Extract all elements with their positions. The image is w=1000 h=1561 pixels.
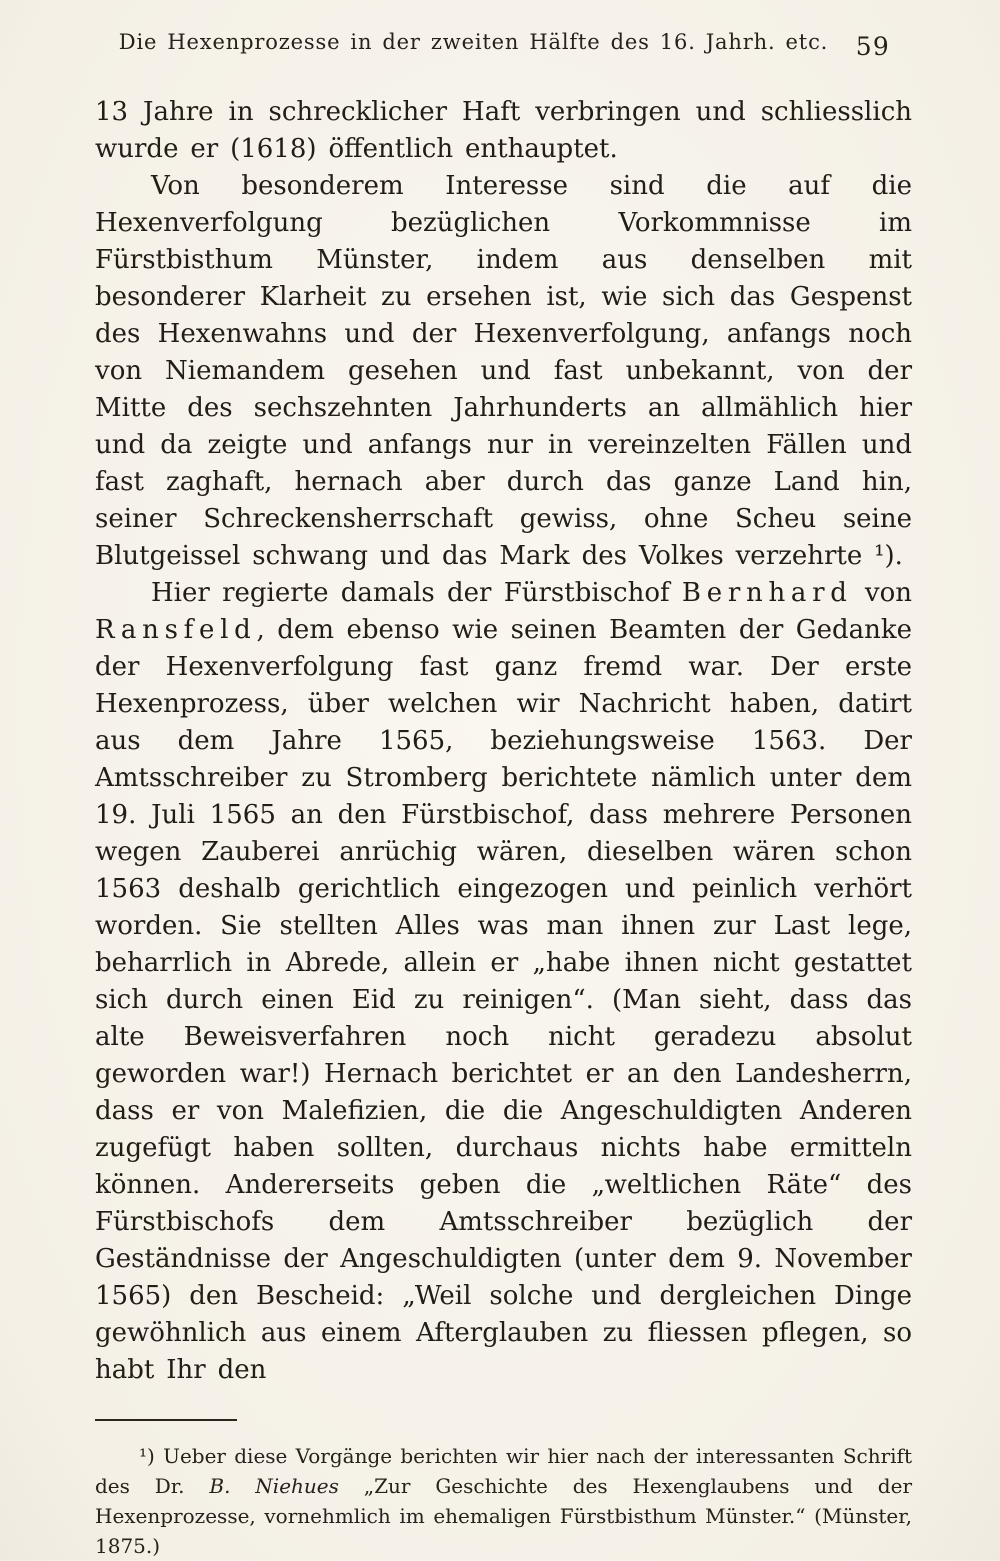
running-title: Die Hexenprozesse in der zweiten Hälfte des 16. Jahrh. etc. — [119, 30, 888, 54]
footnote-author: B. Niehues — [209, 1474, 339, 1498]
paragraph-continuation: 13 Jahre in schrecklicher Haft verbringen und schliesslich wurde er (1618) öffentlich enthauptet. — [95, 94, 912, 168]
page-header — [95, 30, 912, 54]
paragraph-interesse: Von besonderem Interesse sind die auf die Hexenverfolgung bezüglichen Vorkommnisse im Fürstbisthum Münster, indem aus denselben mit besonderer Klarheit zu ersehen ist, wie sich das Gespenst des Hexenwahns und der Hexenverfolgung, anfangs noch von Niemandem gesehen und fast unbekannt, von der Mitte des sechszehnten Jahrhunderts an allmählich hier und da zeigte und anfangs nur in vereinzelten Fällen und fast zaghaft, hernach aber durch das ganze Land hin, seiner Schreckensherrschaft gewiss, ohne Scheu seine Blutgeissel schwang und das Mark des Volkes verzehrte ¹). — [95, 168, 912, 575]
paragraph-fuerstbischof — [95, 575, 912, 1389]
person-name-bernhard: Bernhard — [682, 578, 853, 608]
paragraph-text-post: , dem ebenso wie seinen Beamten der Gedanke der Hexenverfolgung fast ganz fremd war. Der erste Hexenprozess, über welchen wir Nachricht haben, datirt aus dem Jahre 1565, beziehungsweise 1563. Der Amtsschreiber zu Stromberg berichtete nämlich unter dem 19. Juli 1565 an den Fürstbischof, dass mehrere Personen wegen Zauberei anrüchig wären, dieselben wären schon 1563 deshalb gerichtlich eingezogen und peinlich verhört worden. Sie stellten Alles was man ihnen zur Last lege, beharrlich in Abrede, allein er „habe ihnen nicht gestattet sich durch einen Eid zu reinigen“. (Man sieht, dass das alte Beweisverfahren noch nicht geradezu absolut geworden war!) Hernach berichtet er an den Landesherrn, dass er von Malefizien, die die Angeschuldigten Anderen zugefügt haben sollten, durchaus nichts habe ermitteln können. Andererseits geben die „weltlichen Räte“ des Fürstbischofs dem Amtsschreiber bezüglich der Geständnisse der Angeschuldigten (unter dem 9. November 1565) den Bescheid: „Weil solche und dergleichen Dinge gewöhnlich aus einem Afterglauben zu fliessen pflegen, so habt Ihr den — [95, 615, 912, 1385]
footnote-text-pre: Ueber diese Vorgänge berichten wir hier nach der interessanten Schrift des Dr. — [95, 1444, 912, 1498]
footnote-text-post: „Zur Geschichte des Hexenglaubens und der Hexenprozesse, vornehmlich im ehemaligen Fürstbisthum Münster.“ (Münster, 1875.) — [95, 1474, 912, 1558]
body-text — [95, 94, 912, 1389]
footnote — [95, 1441, 912, 1561]
paragraph-text-mid: von — [853, 578, 912, 608]
footnote-marker: ¹) — [139, 1444, 155, 1468]
paragraph-text-pre: Hier regierte damals der Fürstbischof — [151, 578, 682, 608]
person-name-ransfeld: Ransfeld — [95, 615, 257, 645]
footnote-rule — [95, 1419, 237, 1421]
page-number: 59 — [856, 32, 890, 61]
